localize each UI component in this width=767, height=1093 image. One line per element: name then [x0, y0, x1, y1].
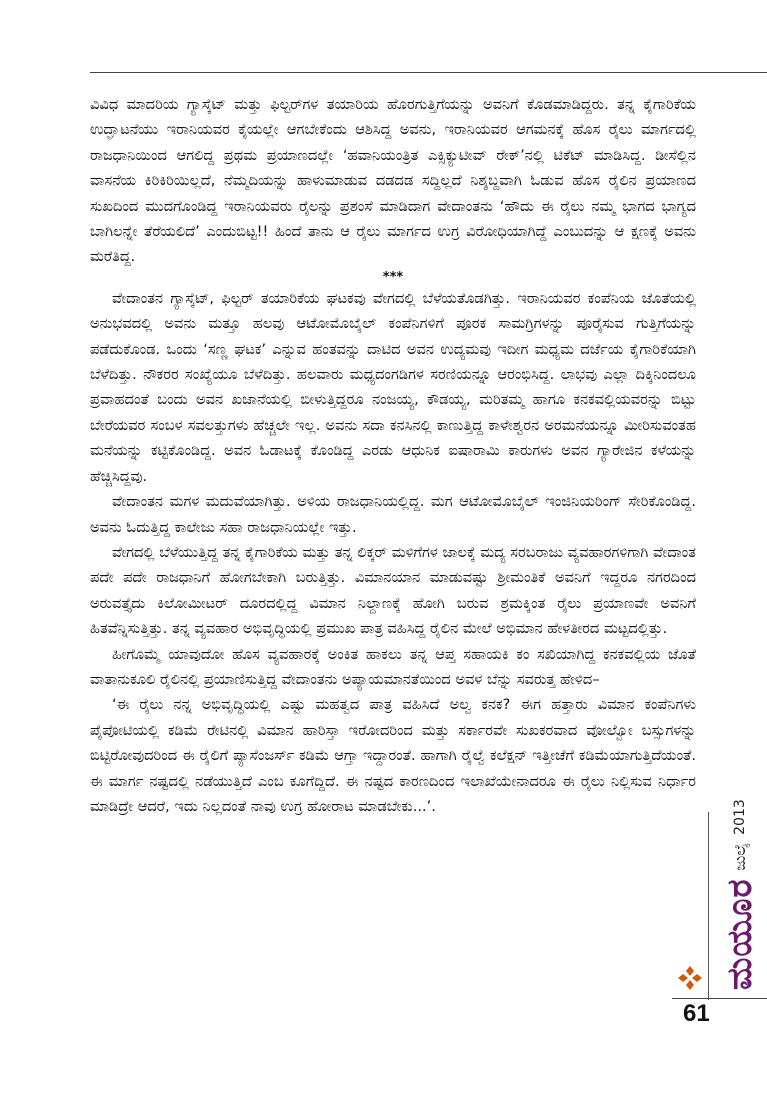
footer-rule — [672, 998, 767, 999]
magazine-masthead — [720, 799, 760, 990]
four-diamond-ornament-icon — [676, 964, 704, 992]
article-body — [90, 92, 696, 819]
sidebar-rule — [708, 812, 709, 1000]
magazine-name: ಮಯೂರ — [720, 878, 760, 990]
issue-year: 2013 — [732, 799, 748, 835]
paragraph-5: ಹೀಗೊಮ್ಮೆ ಯಾವುದೋ ಹೊಸ ವ್ಯವಹಾರಕ್ಕೆ ಅಂಕಿತ ಹಾಕಲು ತನ್ನ ಆಪ್ತ ಸಹಾಯಕಿ ಕಂ ಸಖಿಯಾಗಿದ್ದ ಕನಕವಲ್ಲಿಯ ಜೊತೆ ವಾತಾನುಕೂಲಿ ರೈಲಿನಲ್ಲಿ ಪ್ರಯಾಣಿಸುತ್ತಿದ್ದ ವೇದಾಂತನು ಅಪ್ಯಾಯಮಾನತೆಯಿಂದ ಅವಳ ಬೆನ್ನು ಸವರುತ್ತ ಹೇಳಿದ– — [90, 645, 696, 688]
paragraph-1: ವಿವಿಧ ಮಾದರಿಯ ಗ್ಯಾಸ್ಕೆಟ್ ಮತ್ತು ಫಿಲ್ಟರ್‌ಗಳ ತಯಾರಿಯ ಹೊರಗುತ್ತಿಗೆಯನ್ನು ಅವನಿಗೆ ಕೊಡಮಾಡಿದ್ದರು. ತನ್ನ ಕೈಗಾರಿಕೆಯ ಉದ್ಘಾಟನೆಯು ಇರಾನಿಯವರ ಕೈಯಲ್ಲೇ ಆಗಬೇಕೆಂದು ಆಶಿಸಿದ್ದ ಅವನು, ಇರಾನಿಯವರ ಆಗಮನಕ್ಕೆ ಹೊಸ ರೈಲು ಮಾರ್ಗದಲ್ಲಿ ರಾಜಧಾನಿಯಿಂದ ಆಗಲಿದ್ದ ಪ್ರಥಮ ಪ್ರಯಾಣದಲ್ಲೇ ‘ಹವಾನಿಯಂತ್ರಿತ ಎಕ್ಸಿಕ್ಯುಟೀವ್ ರೇಕ್’ನಲ್ಲಿ ಟಿಕೆಟ್ ಮಾಡಿಸಿದ್ದ. ಡೀಸೆಲ್ಲಿನ ವಾಸನೆಯ ಕಿರಿಕಿರಿಯಿಲ್ಲದೆ, ನೆಮ್ಮದಿಯನ್ನು ಹಾಳುಮಾಡುವ ದಡದಡ ಸದ್ದಿಲ್ಲದೆ ನಿಶ್ಶಬ್ದವಾಗಿ ಓಡುವ ಹೊಸ ರೈಲಿನ ಪ್ರಯಾಣದ ಸುಖದಿಂದ ಮುದಗೊಂಡಿದ್ದ ಇರಾನಿಯವರು ರೈಲನ್ನು ಪ್ರಶಂಸೆ ಮಾಡಿದಾಗ ವೇದಾಂತನು ‘ಹೌದು ಈ ರೈಲು ನಮ್ಮ ಭಾಗದ ಭಾಗ್ಯದ ಬಾಗಿಲನ್ನೇ ತೆರೆಯಲಿದೆ’ ಎಂದುಬಿಟ್ಟ!! ಹಿಂದೆ ತಾನು ಆ ರೈಲು ಮಾರ್ಗದ ಉಗ್ರ ವಿರೋಧಿಯಾಗಿದ್ದೆ ಎಂಬುದನ್ನು ಆ ಕ್ಷಣಕ್ಕೆ ಅವನು ಮರೆತಿದ್ದ. — [90, 96, 696, 266]
paragraph-4: ವೇಗದಲ್ಲಿ ಬೆಳೆಯುತ್ತಿದ್ದ ತನ್ನ ಕೈಗಾರಿಕೆಯ ಮತ್ತು ತನ್ನ ಲಿಕ್ಕರ್ ಮಳಿಗೆಗಳ ಜಾಲಕ್ಕೆ ಮದ್ಯ ಸರಬರಾಜು ವ್ಯವಹಾರಗಳಿಗಾಗಿ ವೇದಾಂತ ಪದೇ ಪದೇ ರಾಜಧಾನಿಗೆ ಹೋಗಬೇಕಾಗಿ ಬರುತ್ತಿತ್ತು. ವಿಮಾನಯಾನ ಮಾಡುವಷ್ಟು ಶ್ರೀಮಂತಿಕೆ ಅವನಿಗೆ ಇದ್ದರೂ ನಗರದಿಂದ ಅರುವತ್ತೈದು ಕಿಲೋಮೀಟರ್ ದೂರದಲ್ಲಿದ್ದ ವಿಮಾನ ನಿಲ್ದಾಣಕ್ಕೆ ಹೋಗಿ ಬರುವ ಶ್ರಮಕ್ಕಿಂತ ರೈಲು ಪ್ರಯಾಣವೇ ಅವನಿಗೆ ಹಿತವೆನ್ನಿಸುತ್ತಿತ್ತು. ತನ್ನ ವ್ಯವಹಾರ ಅಭಿವೃದ್ಧಿಯಲ್ಲಿ ಪ್ರಮುಖ ಪಾತ್ರ ವಹಿಸಿದ್ದ ರೈಲಿನ ಮೇಲೆ ಅಭಿಮಾನ ಹೇಳತೀರದ ಮಟ್ಟದಲ್ಲಿತ್ತು. — [90, 543, 696, 638]
paragraph-6: ‘ಈ ರೈಲು ನನ್ನ ಅಭಿವೃದ್ಧಿಯಲ್ಲಿ ಎಷ್ಟು ಮಹತ್ವದ ಪಾತ್ರ ವಹಿಸಿದೆ ಅಲ್ವ ಕನಕ? ಈಗ ಹತ್ತಾರು ವಿಮಾನ ಕಂಪೆನಿಗಳು ಪೈಪೋಟಿಯಲ್ಲಿ ಕಡಿಮೆ ರೇಟಿನಲ್ಲಿ ವಿಮಾನ ಹಾರಿಸ್ತಾ ಇರೋದರಿಂದ ಮತ್ತು ಸರ್ಕಾರವೇ ಸುಖಕರವಾದ ವೋಲ್ವೋ ಬಸ್ಸುಗಳನ್ನು ಬಿಟ್ಟಿರೋವುದರಿಂದ ಈ ರೈಲಿಗೆ ಪ್ಯಾಸೆಂಜರ್ಸ್ ಕಡಿಮೆ ಆಗ್ತಾ ಇದ್ದಾರಂತೆ. ಹಾಗಾಗಿ ರೈಲ್ವೆ ಕಲೆಕ್ಷನ್ ಇತ್ತೀಚೆಗೆ ಕಡಿಮೆಯಾಗುತ್ತಿದೆಯಂತೆ. ಈ ಮಾರ್ಗ ನಷ್ಟದಲ್ಲಿ ನಡೆಯುತ್ತಿದೆ ಎಂಬ ಕೂಗೆದ್ದಿದೆ. ಈ ನಷ್ಟದ ಕಾರಣದಿಂದ ಇಲಾಖೆಯೇನಾದರೂ ಈ ರೈಲು ನಿಲ್ಲಿಸುವ ನಿರ್ಧಾರ ಮಾಡಿದ್ರೇ ಆದರೆ, ಇದು ನಿಲ್ಲದಂತೆ ನಾವು ಉಗ್ರ ಹೋರಾಟ ಮಾಡಬೇಕು...’. — [90, 696, 696, 815]
page-number: 61 — [683, 1000, 710, 1027]
paragraph-3: ವೇದಾಂತನ ಮಗಳ ಮದುವೆಯಾಗಿತ್ತು. ಅಳಿಯ ರಾಜಧಾನಿಯಲ್ಲಿದ್ದ. ಮಗ ಆಟೋಮೊಬೈಲ್ ಇಂಜಿನಿಯರಿಂಗ್ ಸೇರಿಕೊಂಡಿದ್ದ. ಅವನು ಓದುತ್ತಿದ್ದ ಕಾಲೇಜು ಸಹಾ ರಾಜಧಾನಿಯಲ್ಲೇ ಇತ್ತು. — [90, 493, 696, 536]
paragraph-2: ವೇದಾಂತನ ಗ್ಯಾಸ್ಕೆಟ್, ಫಿಲ್ಟರ್ ತಯಾರಿಕೆಯ ಘಟಕವು ವೇಗದಲ್ಲಿ ಬೆಳೆಯತೊಡಗಿತ್ತು. ಇರಾನಿಯವರ ಕಂಪೆನಿಯ ಜೊತೆಯಲ್ಲಿ ಅನುಭವದಲ್ಲಿ ಅವನು ಮತ್ತೂ ಹಲವು ಆಟೋಮೊಬೈಲ್ ಕಂಪೆನಿಗಳಿಗೆ ಪೂರಕ ಸಾಮಗ್ರಿಗಳನ್ನು ಪೂರೈಸುವ ಗುತ್ತಿಗೆಯನ್ನು ಪಡೆದುಕೊಂಡ. ಒಂದು ‘ಸಣ್ಣ ಘಟಕ’ ಎನ್ನುವ ಹಂತವನ್ನು ದಾಟಿದ ಅವನ ಉದ್ಯಮವು ಇದೀಗ ಮಧ್ಯಮ ದರ್ಜೆಯ ಕೈಗಾರಿಕೆಯಾಗಿ ಬೆಳೆದಿತ್ತು. ನೌಕರರ ಸಂಖ್ಯೆಯೂ ಬೆಳೆದಿತ್ತು. ಹಲವಾರು ಮಧ್ಯದಂಗಡಿಗಳ ಸರಣಿಯನ್ನೂ ಆರಂಭಿಸಿದ್ದ. ಲಾಭವು ಎಲ್ಲಾ ದಿಕ್ಕಿನಿಂದಲೂ ಪ್ರವಾಹದಂತೆ ಬಂದು ಅವನ ಖಜಾನೆಯಲ್ಲಿ ಬೀಳುತ್ತಿದ್ದರೂ ನಂಜಯ್ಯ, ಕೌಡಯ್ಯ, ಮರಿತಮ್ಮ ಹಾಗೂ ಕನಕವಲ್ಲಿಯವರನ್ನು ಬಿಟ್ಟು ಬೇರೆಯವರ ಸಂಬಳ ಸವಲತ್ತುಗಳು ಹೆಚ್ಚಲೇ ಇಲ್ಲ. ಅವನು ಸದಾ ಕನಸಿನಲ್ಲಿ ಕಾಣುತ್ತಿದ್ದ ಕಾಳೇಶ್ವರನ ಅರಮನೆಯನ್ನೂ ಮೀರಿಸುವಂತಹ ಮನೆಯನ್ನು ಕಟ್ಟಿಕೊಂಡಿದ್ದ. ಅವನ ಓಡಾಟಕ್ಕೆ ಕೊಂಡಿದ್ದ ಎರಡು ಆಧುನಿಕ ಐಷಾರಾಮಿ ಕಾರುಗಳು ಅವನ ಗ್ಯಾರೇಜಿನ ಕಳೆಯನ್ನು ಹೆಚ್ಚಿಸಿದ್ದವು. — [90, 289, 696, 485]
header-rule — [90, 72, 767, 73]
section-separator: *** — [382, 269, 404, 285]
issue-month: ಜುಲೈ — [731, 842, 749, 871]
